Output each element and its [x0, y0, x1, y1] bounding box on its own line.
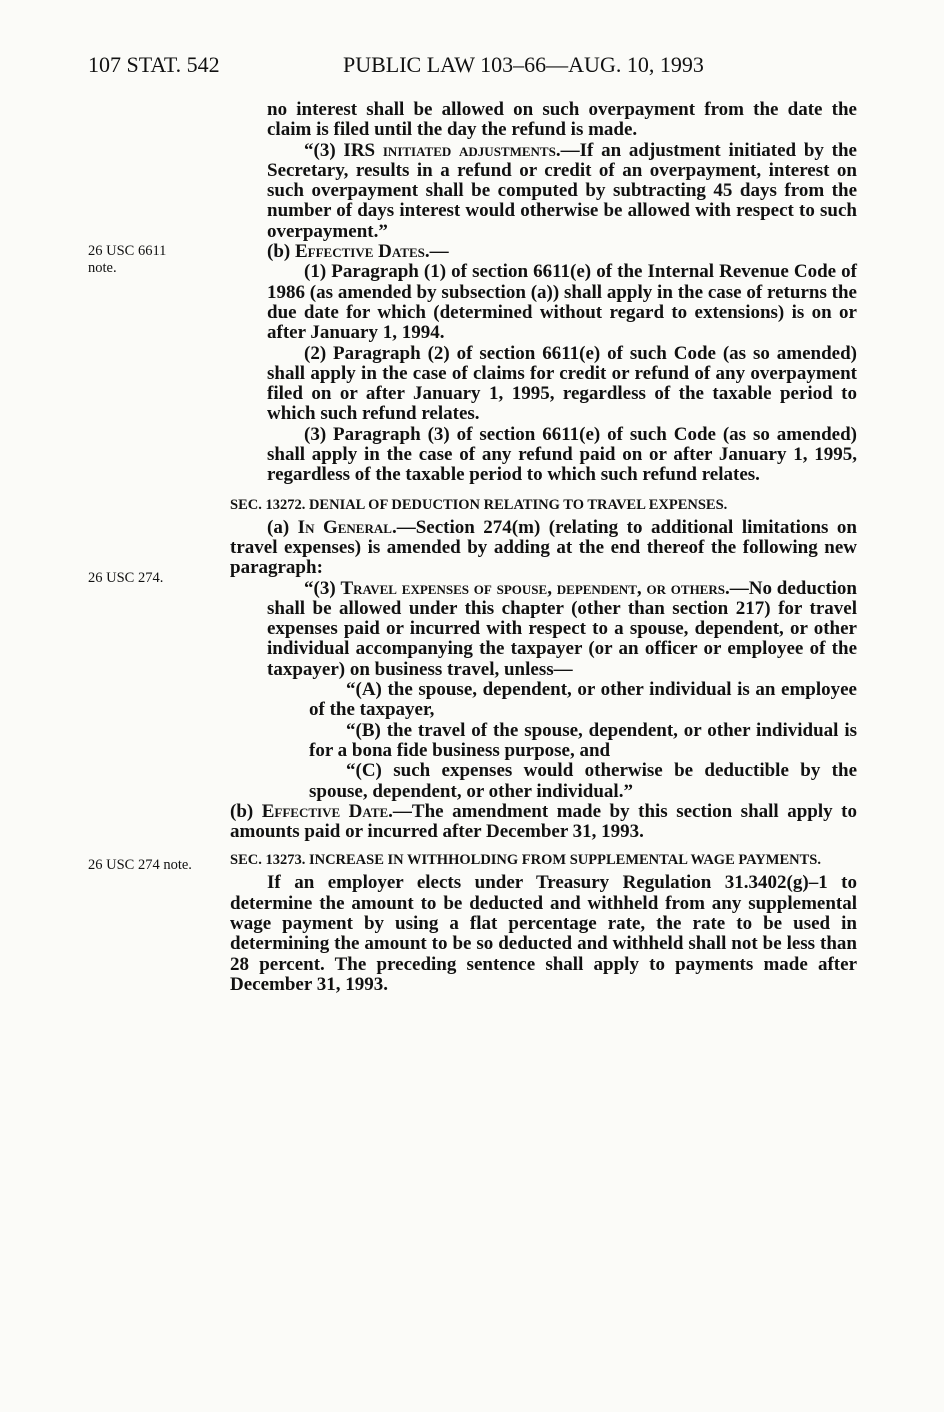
paragraph: “(B) the travel of the spouse, dependent, or other individual is for a bona fide business purpose, and	[309, 719, 857, 761]
paragraph-text: .—The amendment made by this section shall apply to amounts paid or incurred after December 31, 1993.	[230, 800, 857, 843]
paragraph: “(C) such expenses would otherwise be deductible by the spouse, dependent, or other individual.”	[309, 760, 857, 802]
paragraph-lead: (b)	[230, 800, 262, 822]
margin-note-line: note.	[88, 260, 117, 276]
paragraph-heading: In General	[297, 516, 392, 538]
paragraph: If an employer elects under Treasury Regulation 31.3402(g)–1 to determine the amount to be deducted and withheld from any supplemental wage payment by using a flat percentage rate, the rate to be used in determining the amount to be so deducted and withheld shall not be less than 28 percent. The preceding sentence shall apply to payments made after December 31, 1993.	[230, 872, 857, 995]
paragraph-text: .—	[424, 241, 449, 263]
law-title: PUBLIC LAW 103–66—AUG. 10, 1993	[343, 52, 704, 77]
paragraph: (1) Paragraph (1) of section 6611(e) of the Internal Revenue Code of 1986 (as amended by subsection (a)) shall apply in the case of returns the due date for which (determined without regard to extensions) is on or after January 1, 1994.	[267, 261, 857, 344]
paragraph	[267, 141, 857, 242]
paragraph	[230, 802, 857, 843]
paragraph: “(A) the spouse, dependent, or other individual is an employee of the taxpayer,	[309, 679, 857, 721]
paragraph-lead: “(3)	[304, 577, 341, 599]
margin-note-274-note: 26 USC 274 note.	[88, 857, 192, 873]
paragraph: (3) Paragraph (3) of section 6611(e) of such Code (as so amended) shall apply in the case of any refund paid on or after January 1, 1995, regardless of the taxable period to which such refund relates.	[267, 423, 857, 486]
statute-text	[230, 100, 857, 995]
page-header	[88, 52, 868, 84]
paragraph-text: .—Section 274(m) (relating to additional limitations on travel expenses) is amended by adding at the end thereof the following new paragraph:	[230, 516, 857, 579]
paragraph: no interest shall be allowed on such overpayment from the date the claim is filed until the day the refund is made.	[267, 99, 857, 141]
section-heading: SEC. 13272. DENIAL OF DEDUCTION RELATING TO TRAVEL EXPENSES.	[230, 496, 728, 513]
paragraph	[230, 518, 857, 579]
paragraph-heading: Effective Dates	[294, 241, 425, 263]
margin-note-line: 26 USC 6611	[88, 243, 167, 259]
paragraph-lead: (b)	[267, 241, 295, 263]
stat-page-reference: 107 STAT. 542	[88, 52, 220, 77]
paragraph	[267, 242, 857, 262]
paragraph-text: .—No deduction shall be allowed under this chapter (other than section 217) for travel expenses paid or incurred with respect to a spouse, dependent, or other individual accompanying the taxpayer (or an officer or employee of the taxpayer) on business travel, unless—	[267, 577, 857, 680]
paragraph-lead: (a)	[267, 516, 298, 538]
paragraph-heading: initiated adjustments	[382, 139, 556, 161]
paragraph-heading: Travel expenses of spouse, dependent, or others	[340, 577, 725, 599]
margin-note-6611	[88, 243, 166, 277]
margin-note-274: 26 USC 274.	[88, 570, 164, 586]
paragraph: (2) Paragraph (2) of section 6611(e) of such Code (as so amended) shall apply in the case of claims for credit or refund of any overpayment filed on or after January 1, 1995, regardless of the taxable period to which such refund relates.	[267, 342, 857, 425]
paragraph-heading: Effective Date	[261, 800, 389, 822]
paragraph	[267, 579, 857, 680]
section-heading: SEC. 13273. INCREASE IN WITHHOLDING FROM SUPPLEMENTAL WAGE PAYMENTS.	[230, 852, 821, 869]
paragraph-lead: “(3) IRS	[304, 139, 383, 161]
paragraph-text: .—If an adjustment initiated by the Secretary, results in a refund or credit of an overpayment, interest on such overpayment shall be computed by subtracting 45 days from the number of days interest would otherwise be allowed with respect to such overpayment.”	[267, 139, 857, 242]
